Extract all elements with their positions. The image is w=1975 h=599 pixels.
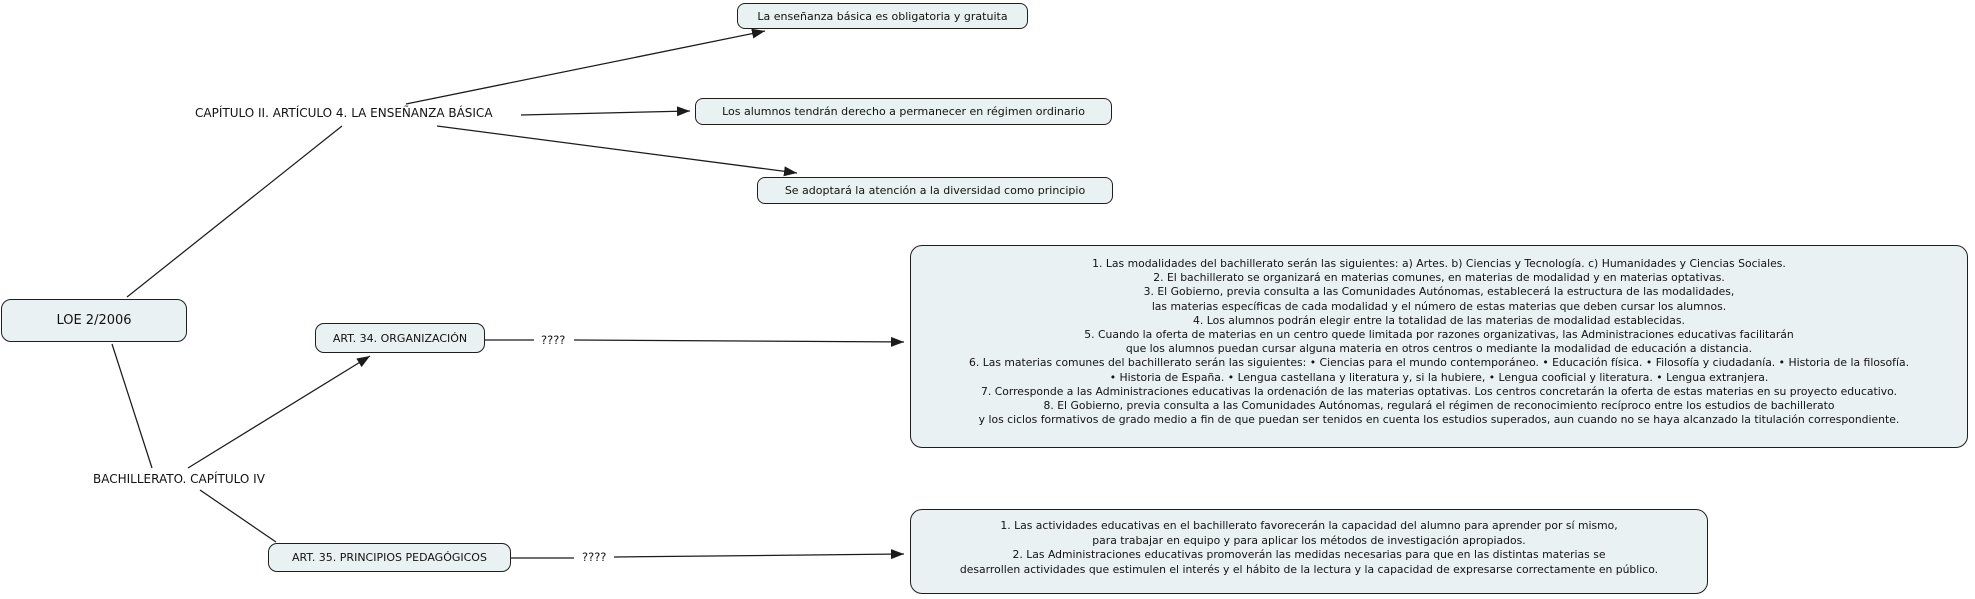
node-bachillerato-capitulo4[interactable]: BACHILLERATO. CAPÍTULO IV (93, 472, 265, 486)
principle-3-label: Se adoptará la atención a la diversidad como principio (784, 184, 1086, 197)
edge-art35-content (614, 554, 904, 557)
edge-bachillerato-art34 (188, 356, 370, 468)
node-loe-2006[interactable] (1, 299, 187, 342)
edge-label-art34-question[interactable]: ???? (538, 333, 568, 347)
node-principle-atencion-diversidad[interactable] (757, 177, 1113, 204)
edge-capitulo2-principle1 (406, 31, 765, 104)
edge-art34-content (574, 340, 904, 342)
node-capitulo2-ensenanza-basica[interactable]: CAPÍTULO II. ARTÍCULO 4. LA ENSEÑANZA BÁSICA (195, 106, 493, 120)
principle-1-label: La enseñanza básica es obligatoria y gratuita (757, 9, 1008, 23)
node-art35-content[interactable]: 1. Las actividades educativas en el bachillerato favorecerán la capacidad del alumno para aprender por sí mismo, para trabajar en equipo y para aplicar los métodos de investigación apropiados. 2. Las Administraciones educativas promoverán las medidas necesarias para que en las distintas materias se desarrollen actividades que estimulen el interés y el hábito de la lectura y la capacidad de expresarse correctamente en público. (910, 509, 1708, 594)
node-art34-organizacion[interactable] (315, 323, 485, 353)
principle-2-label: Los alumnos tendrán derecho a permanecer en régimen ordinario (722, 105, 1085, 118)
node-art35-principios-pedagogicos[interactable] (268, 543, 511, 572)
node-principle-obligatoria-gratuita[interactable] (737, 3, 1028, 29)
edge-capitulo2-principle2 (521, 111, 690, 115)
node-loe-2006-label: LOE 2/2006 (56, 313, 132, 328)
edge-label-art35-question[interactable]: ???? (579, 550, 609, 564)
edge-loe-bachillerato (112, 344, 152, 468)
edge-capitulo2-principle3 (437, 126, 797, 173)
edge-bachillerato-art35 (200, 490, 276, 542)
node-art34-content[interactable]: 1. Las modalidades del bachillerato serán las siguientes: a) Artes. b) Ciencias y Tecnología. c) Humanidades y Ciencias Sociales. 2. El bachillerato se organizará en materias comunes, en materias de modalidad y en materias optativas. 3. El Gobierno, previa consulta a las Comunidades Autónomas, establecerá la estructura de las modalidades, las materias específicas de cada modalidad y el número de estas materias que deben cursar los alumnos. 4. Los alumnos podrán elegir entre la totalidad de las materias de modalidad establecidas. 5. Cuando la oferta de materias en un centro quede limitada por razones organizativas, las Administraciones educativas facilitarán que los alumnos puedan cursar alguna materia en otros centros o mediante la modalidad de educación a distancia. 6. Las materias comunes del bachillerato serán las siguientes: • Ciencias para el mundo contemporáneo. • Educación física. • Filosofía y ciudadanía. • Historia de la filosofía. • Historia de España. • Lengua castellana y literatura y, si la hubiere, • Lengua cooficial y literatura. • Lengua extranjera. 7. Corresponde a las Administraciones educativas la ordenación de las materias optativas. Los centros concretarán la oferta de estas materias en su proyecto educativo. 8. El Gobierno, previa consulta a las Comunidades Autónomas, regulará el régimen de reconocimiento recíproco entre los estudios de bachillerato y los ciclos formativos de grado medio a fin de que puedan ser tenidos en cuenta los estudios superados, aun cuando no se haya alcanzado la titulación correspondiente. (910, 245, 1968, 448)
art35-label: ART. 35. PRINCIPIOS PEDAGÓGICOS (292, 551, 487, 564)
node-principle-regimen-ordinario[interactable] (695, 98, 1112, 125)
edge-loe-capitulo2 (127, 126, 342, 297)
art34-label: ART. 34. ORGANIZACIÓN (332, 331, 468, 345)
